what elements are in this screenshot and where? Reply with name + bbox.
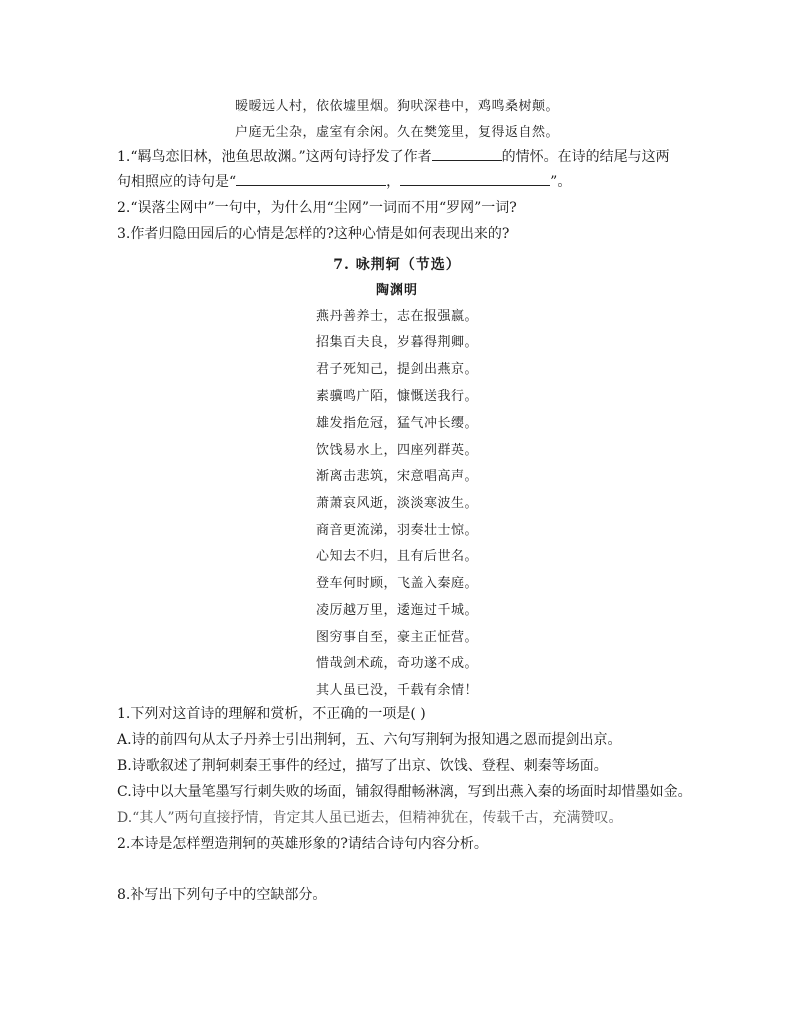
poem-line: 心知去不归，且有后世名。	[315, 549, 478, 564]
question-1	[117, 146, 670, 167]
poem-line: 燕丹善养士，志在报强嬴。	[315, 309, 478, 324]
option-b[interactable]: B.诗歌叙述了荆轲刺秦王事件的经过，描写了出京、饮饯、登程、刺秦等场面。	[117, 758, 608, 774]
poem-question-1: 1.下列对这首诗的理解和赏析，不正确的一项是( )	[117, 706, 426, 722]
poem-author: 陶渊明	[375, 283, 418, 298]
section-8-heading: 8.补写出下列句子中的空缺部分。	[117, 887, 327, 903]
poem-line: 商音更流涕，羽奏壮士惊。	[315, 523, 478, 538]
poem-line: 惜哉剑术疏，奇功遂不成。	[315, 656, 478, 671]
question-3: 3.作者归隐田园后的心情是怎样的?这种心情是如何表现出来的?	[117, 226, 510, 242]
top-poem-line-1: 暧暧远人村，依依墟里烟。狗吠深巷中，鸡鸣桑树颠。	[234, 99, 559, 114]
poem-line: 素骥鸣广陌，慷慨送我行。	[315, 389, 478, 404]
poem-line: 凌厉越万里，逶迤过千城。	[315, 603, 478, 618]
question-2: 2.“误落尘网中”一句中，为什么用“尘网”一词而不用“罗网”一词?	[117, 200, 517, 216]
answer-blank-2[interactable]	[236, 171, 386, 186]
question-1-continued	[117, 171, 571, 192]
poem-line: 图穷事自至，豪主正怔营。	[315, 630, 478, 645]
option-c[interactable]: C.诗中以大量笔墨写行刺失败的场面，铺叙得酣畅淋漓，写到出燕入秦的场面时却惜墨如金。	[117, 784, 692, 800]
poem-line: 招集百夫良，岁暮得荆卿。	[315, 335, 478, 350]
question-1-text-e: ”。	[550, 174, 572, 190]
poem-line: 登车何时顾，飞盖入秦庭。	[315, 576, 478, 591]
option-d[interactable]: D.“其人”两句直接抒情，肯定其人虽已逝去，但精神犹在，传载千古，充满赞叹。	[117, 810, 623, 826]
answer-blank-1[interactable]	[432, 146, 502, 161]
poem-line: 饮饯易水上，四座列群英。	[315, 443, 478, 458]
option-a[interactable]: A.诗的前四句从太子丹养士引出荆轲，五、六句写荆轲为报知遇之恩而提剑出京。	[117, 732, 622, 748]
poem-line: 萧萧哀风逝，淡淡寒波生。	[315, 496, 478, 511]
top-poem-line-2: 户庭无尘杂，虚室有余闲。久在樊笼里，复得返自然。	[234, 125, 559, 140]
poem-question-2: 2.本诗是怎样塑造荆轲的英雄形象的?请结合诗句内容分析。	[117, 836, 488, 852]
poem-title: 7. 咏荆轲（节选）	[333, 257, 461, 273]
poem-line: 雄发指危冠，猛气冲长缨。	[315, 416, 478, 431]
poem-line: 渐离击悲筑，宋意唱高声。	[315, 469, 478, 484]
question-1-text-b: 的情怀。在诗的结尾与这两	[501, 149, 670, 165]
question-1-text-d: ，	[386, 174, 401, 190]
answer-blank-3[interactable]	[400, 171, 550, 186]
question-1-text-a: 1.“羁鸟恋旧林，池鱼思故渊。”这两句诗抒发了作者	[117, 149, 432, 165]
question-1-text-c: 句相照应的诗句是“	[117, 174, 237, 190]
poem-line: 君子死知己，提剑出燕京。	[315, 362, 478, 377]
poem-line: 其人虽已没，千载有余情！	[315, 683, 478, 698]
